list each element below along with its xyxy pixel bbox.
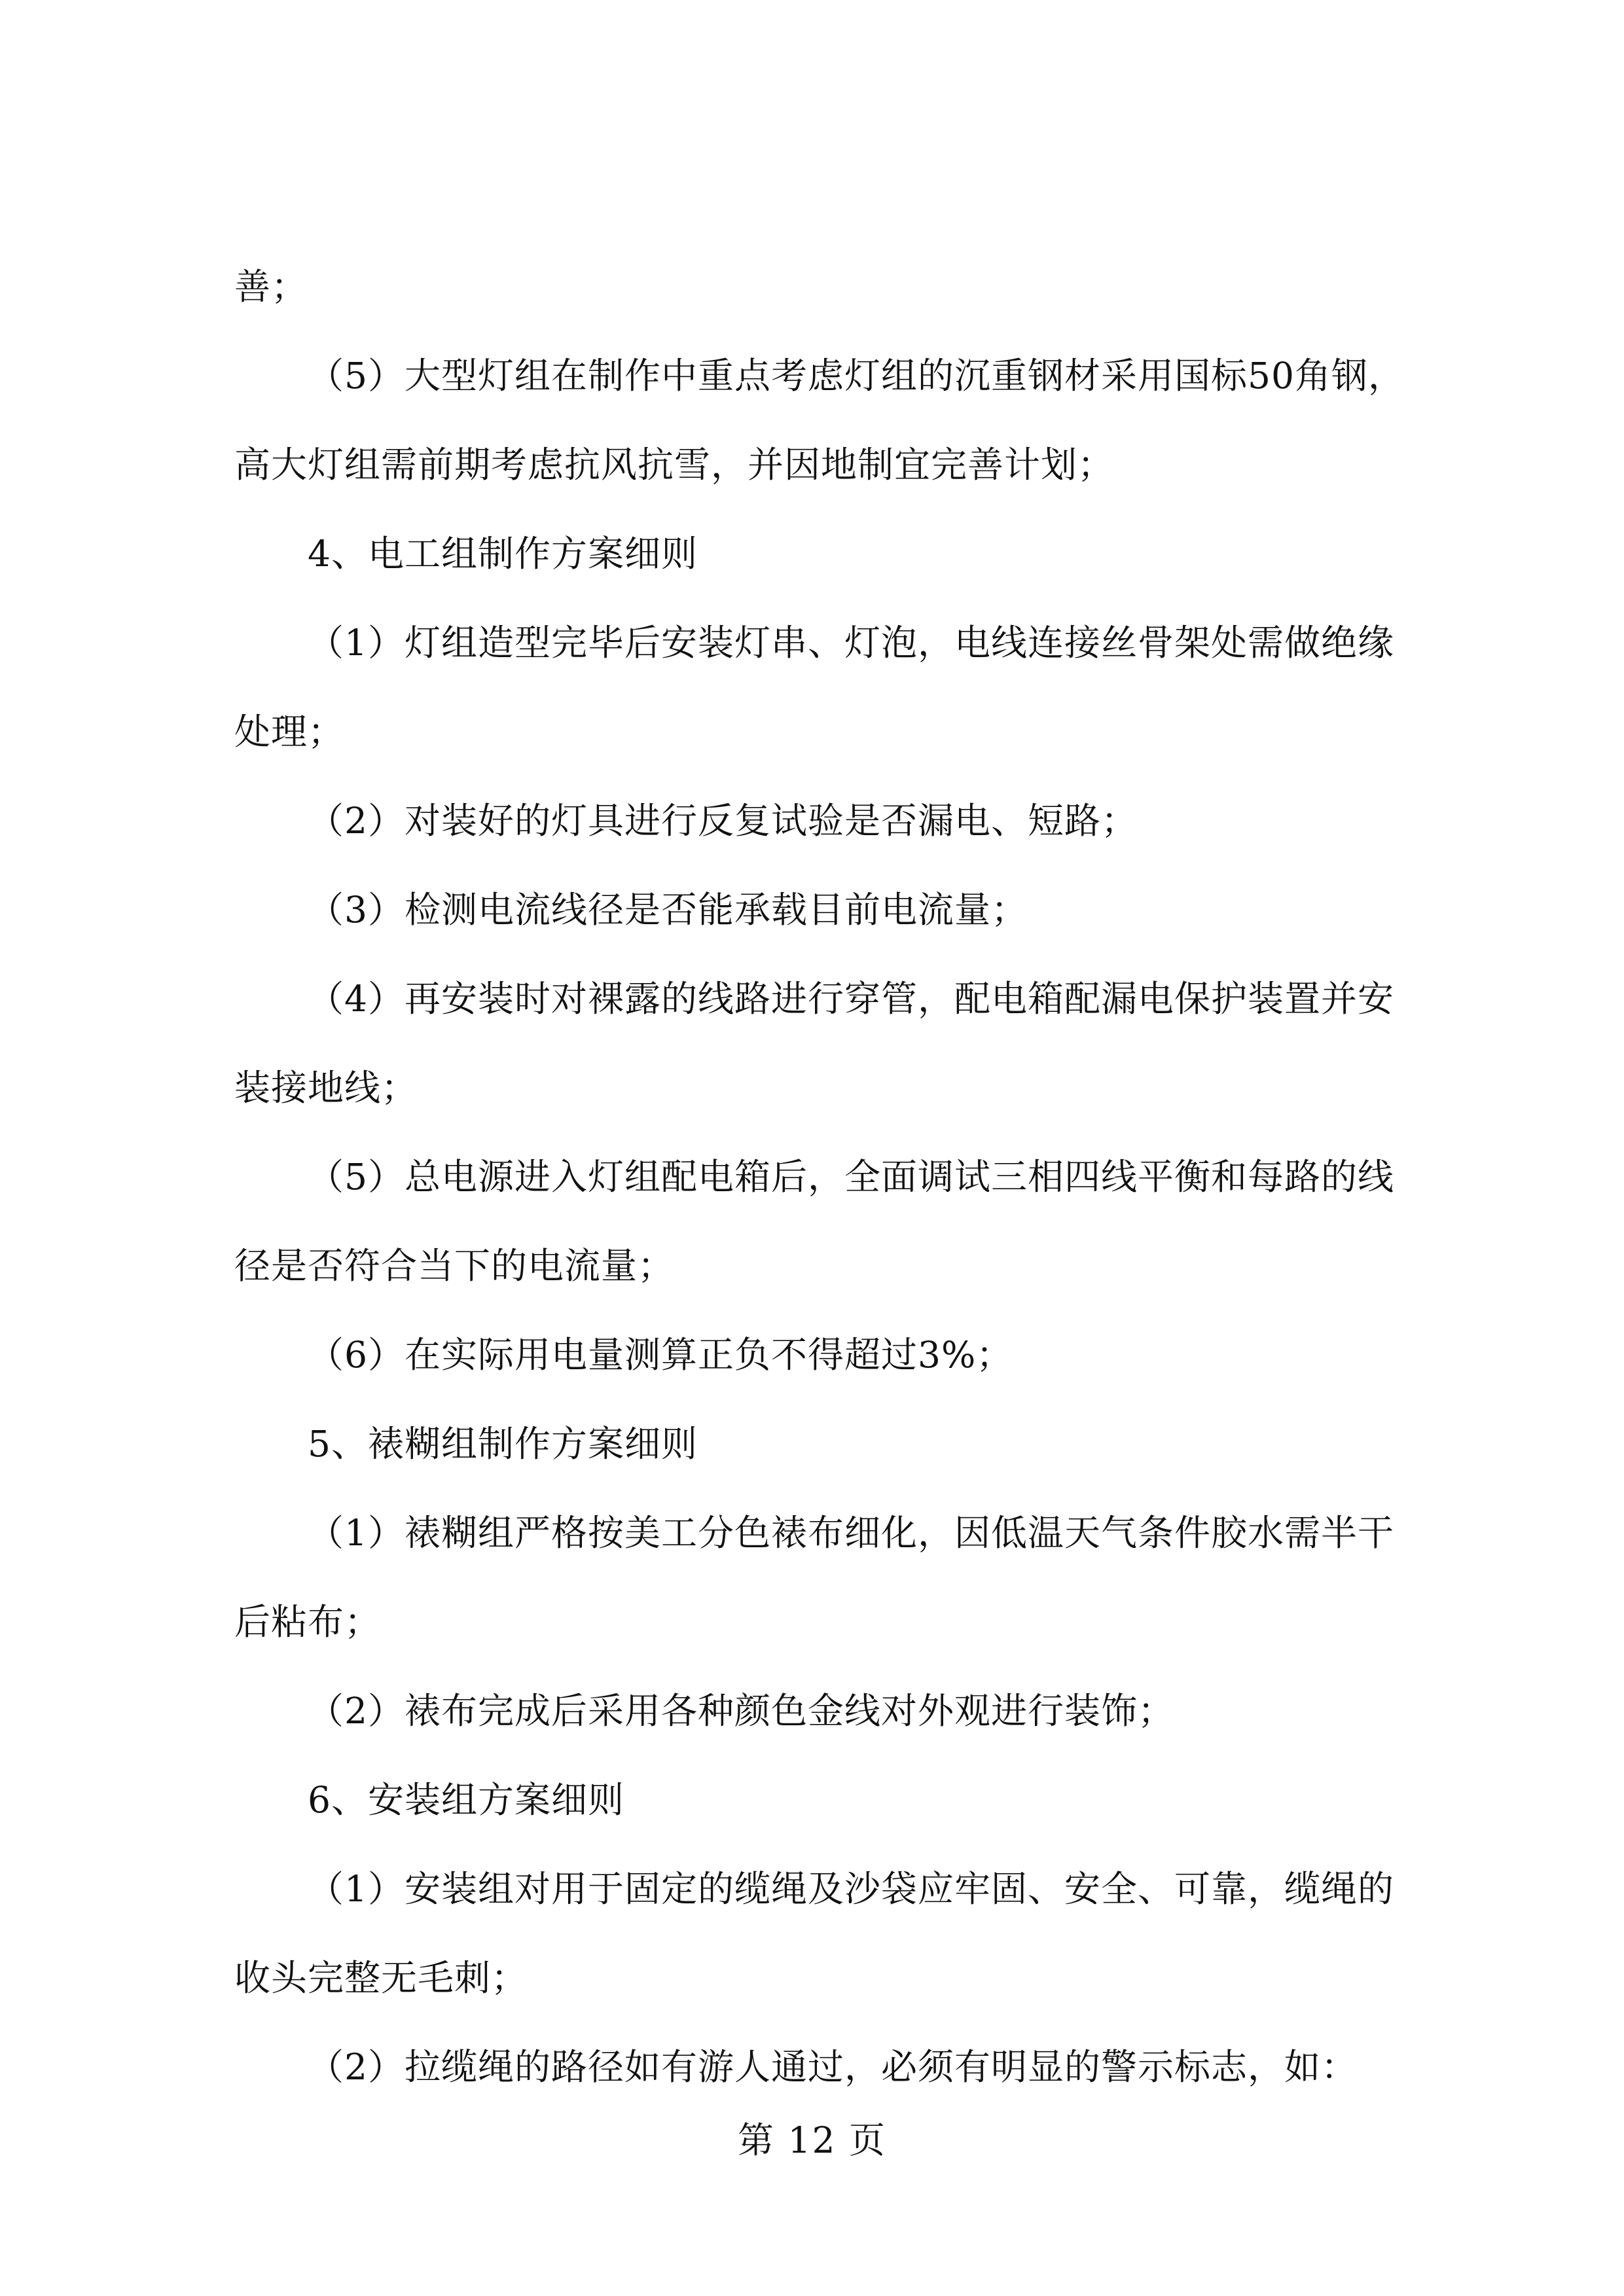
paragraph-5: （2）对装好的灯具进行反复试验是否漏电、短路； — [308, 800, 1138, 842]
document-body — [234, 242, 1406, 2111]
paragraph-9: （6）在实际用电量测算正负不得超过3%； — [308, 1334, 1013, 1376]
section-heading-4: 4、电工组制作方案细则 — [308, 533, 698, 575]
section-heading-5: 5、裱糊组制作方案细则 — [308, 1423, 698, 1465]
paragraph-2: （5）大型灯组在制作中重点考虑灯组的沉重钢材采用国标50角钢，高大灯组需前期考虑抗风抗雪，并因地制宜完善计划； — [234, 355, 1405, 486]
paragraph-14: （1）安装组对用于固定的缆绳及沙袋应牢固、安全、可靠，缆绳的收头完整无毛刺； — [234, 1868, 1394, 1999]
paragraph-12: （2）裱布完成后采用各种颜色金线对外观进行装饰； — [308, 1690, 1174, 1732]
paragraph-7: （4）再安装时对裸露的线路进行穿管，配电箱配漏电保护装置并安装接地线； — [234, 978, 1394, 1109]
paragraph-8: （5）总电源进入灯组配电箱后，全面调试三相四线平衡和每路的线径是否符合当下的电流量； — [234, 1156, 1394, 1287]
paragraph-11: （1）裱糊组严格按美工分色裱布细化，因低温天气条件胶水需半干后粘布； — [234, 1512, 1394, 1643]
paragraph-6: （3）检测电流线径是否能承载目前电流量； — [308, 889, 1028, 931]
section-heading-6: 6、安装组方案细则 — [308, 1779, 624, 1821]
paragraph-15: （2）拉缆绳的路径如有游人通过，必须有明显的警示标志，如： — [308, 2046, 1358, 2088]
paragraph-1: 善； — [234, 266, 308, 308]
page-number: 第 12 页 — [738, 2119, 886, 2161]
paragraph-4: （1）灯组造型完毕后安装灯串、灯泡，电线连接丝骨架处需做绝缘处理； — [234, 622, 1394, 753]
